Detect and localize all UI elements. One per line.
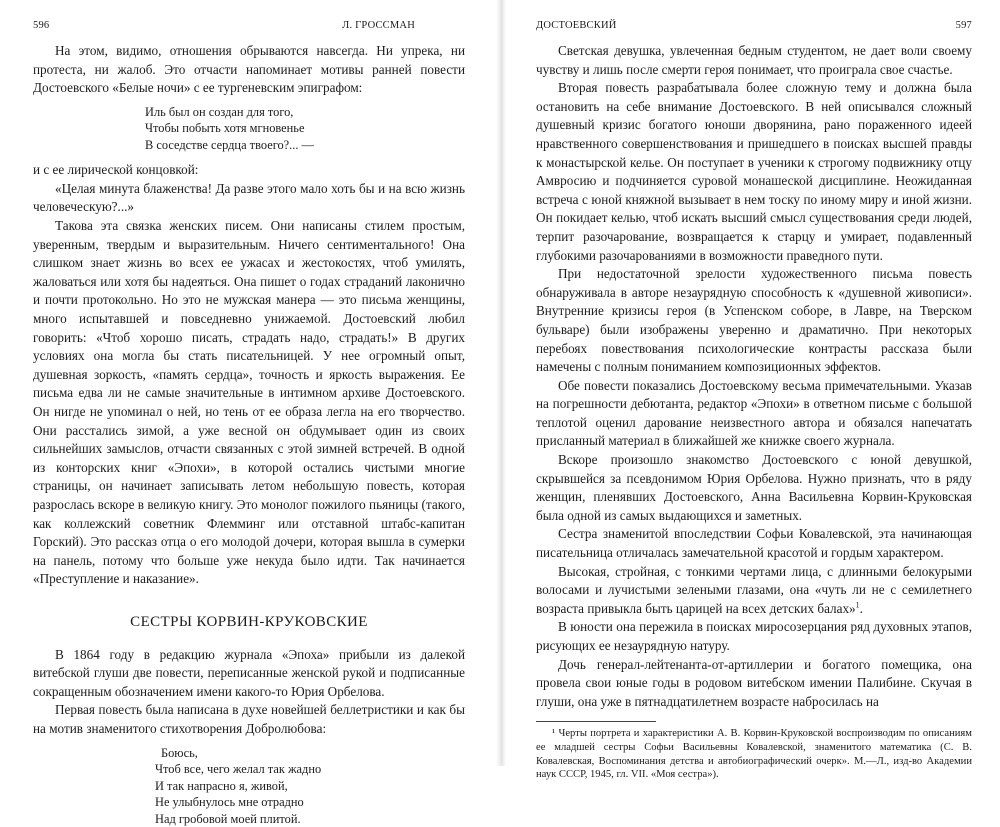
paragraph: Первая повесть была написана в духе новейшей беллетристики и как бы на мотив знаменитого стихотворения Добролюбова: (33, 701, 465, 738)
verse-line: И так напрасно я, живой, (155, 778, 465, 795)
paragraph: и с ее лирической концовкой: (33, 161, 465, 180)
paragraph: Такова эта связка женских писем. Они написаны стилем простым, уверенным, твердым и выразительным. Ничего сентиментального! Она слишком знает жизнь во всех ее ужасах и жестокостях, чтоб умилять, жаловаться или хотя бы надеяться. Она пишет о годах страданий лаконично и почти протокольно. Но это не мужская манера — это письма женщины, много испытавшей и повседневно унижаемой. Достоевский любил говорить: «Чтоб хорошо писать, страдать надо, страдать!» В других условиях она могла бы стать писательницей. У нее огромный опыт, душевная зоркость, «память сердца», точность и яркость выражения. Ее письма едва ли не самые значительные в интимном архиве Достоевского. Он нигде не упоминал о ней, но тень от ее образа легла на его творчество. Они расстались зимой, а уже весной он обдумывает один из своих сильнейших замыслов, отчасти связанных с этой зимней встречей. В одной из конторских книг «Эпохи», в которой остались чистыми многие страницы, он начинает записывать летом небольшую повесть, которая разрослась вскоре в великую книгу. Это монолог пожилого пьяницы (такого, как коллежский советник Флемминг или отставной штабс-капитан Горский). Это рассказ отца о его молодой дочери, которая вышла в сумерки на панель, потому что больше уже некуда было идти. Так начинается «Преступление и наказание». (33, 217, 465, 589)
paragraph: В юности она пережила в поисках миросозерцания ряд духовных этапов, рисующих ее незаурядную натуру. (536, 618, 972, 655)
left-page-body (33, 42, 465, 827)
verse-line: Не улыбнулось мне отрадно (155, 794, 465, 811)
right-running-title: ДОСТОЕВСКИЙ (536, 20, 617, 31)
paragraph-text: Высокая, стройная, с тонкими чертами лица, с длинными белокурыми волосами и лучистыми зелеными глазами, она «чуть ли не с семилетнего возраста привыкла быть царицей на всех детских балах» (536, 564, 972, 616)
verse-line: Чтоб все, чего желал так жадно (155, 761, 465, 778)
paragraph: Дочь генерал-лейтенанта-от-артиллерии и богатого помещика, она провела свои юные годы в родовом витебском имении Палибине. Скучая в глуши, она уже в пятнадцатилетнем возрасте набросилась на (536, 656, 972, 712)
epigraph-verse (145, 104, 465, 154)
poem-verse (155, 745, 465, 827)
verse-line: Чтобы побыть хотя мгновенье (145, 120, 465, 137)
left-page (33, 0, 465, 766)
paragraph: Сестра знаменитой впоследствии Софьи Ковалевской, эта начинающая писательница отличалась замечательной красотой и гордым характером. (536, 525, 972, 562)
footnote-ref: 1 (856, 600, 860, 609)
verse-line: Иль был он создан для того, (145, 104, 465, 121)
paragraph: При недостаточной зрелости художественного письма повесть обнаруживала в авторе незаурядную способность к «душевной живописи». Внутренние кризисы героя (в Успенском соборе, в Лавре, на Тверском бульваре) были изображены уверенно и драматично. При некоторых перебоях повествования психологические контрасты рассказа были намечены с полным пониманием композиционных эффектов. (536, 265, 972, 377)
right-page-body (536, 42, 972, 782)
left-running-head (33, 20, 465, 42)
paragraph-end: . (860, 601, 863, 616)
verse-line: В соседстве сердца твоего?... — (145, 137, 465, 154)
left-page-number: 596 (33, 20, 49, 31)
paragraph: Светская девушка, увлеченная бедным студентом, не дает воли своему чувству и лишь после смерти героя понимает, что проиграла свое счастье. (536, 42, 972, 79)
paragraph: Вскоре произошло знакомство Достоевского с юной девушкой, скрывшейся за псевдонимом Юрия Орбелова. Нужно признать, что в ряду женщин, пленявших Достоевского, Анна Васильевна Корвин-Круковская была одной из самых выдающихся и заметных. (536, 451, 972, 525)
verse-line: Над гробовой моей плитой. (155, 811, 465, 827)
paragraph: Обе повести показались Достоевскому весьма примечательными. Указав на погрешности дебютанта, редактор «Эпохи» в ответном письме с большой теплотой оценил дарование неизвестного автора и обязался напечатать присланный материал в ближайшей же книжке своего журнала. (536, 377, 972, 451)
right-running-head (536, 20, 972, 42)
verse-line: Боюсь, (161, 745, 465, 762)
quote-paragraph: «Целая минута блаженства! Да разве этого мало хоть бы и на всю жизнь человеческую?...» (33, 180, 465, 217)
right-page (536, 0, 972, 766)
paragraph: В 1864 году в редакцию журнала «Эпоха» прибыли из далекой витебской глуши две повести, переписанные женской рукой и подписанные сокращенным обозначением имени какого-то Юрия Орбелова. (33, 646, 465, 702)
paragraph: На этом, видимо, отношения обрываются навсегда. Ни упрека, ни протеста, ни жалоб. Это отчасти напоминает мотивы ранней повести Достоевского «Белые ночи» с ее тургеневским эпиграфом: (33, 42, 465, 98)
right-page-number: 597 (956, 20, 972, 31)
paragraph: Вторая повесть разрабатывала более сложную тему и должна была остановить на себе внимание Достоевского. В ней описывался сложный душевный кризис богатого юноши дворянина, рано пораженного идеей нравственного совершенствования и пришедшего в поисках высшей правды к монастырской келье. Он поступает в ученики к строгому подвижнику отцу Амвросию и подчиняется суровой монашеской дисциплине. Неожиданная встреча с юной княжной вызывает в нем тоску по иному миру и иной жизни. Он покидает келью, чтоб искать высший смысл существования среди людей, терпит разочарование, возвращается к старцу и умирает, подавленный глубокими разочарованиями в возможности праведного пути. (536, 79, 972, 265)
footnote-divider (536, 721, 656, 722)
left-running-title: Л. ГРОССМАН (342, 20, 415, 31)
footnote: ¹ Черты портрета и характеристики А. В. Корвин-Круковской воспроизводим по описаниям ее младшей сестры Софьи Васильевны Ковалевской, знаменитого математика (С. В. Ковалевская, Воспоминания детства и автобиографический очерк». М.—Л., изд-во Академии наук СССР, 1945, гл. VII. «Моя сестра»). (536, 727, 972, 781)
paragraph (536, 563, 972, 619)
section-heading: СЕСТРЫ КОРВИН-КРУКОВСКИЕ (33, 613, 465, 632)
book-gutter (496, 0, 506, 766)
